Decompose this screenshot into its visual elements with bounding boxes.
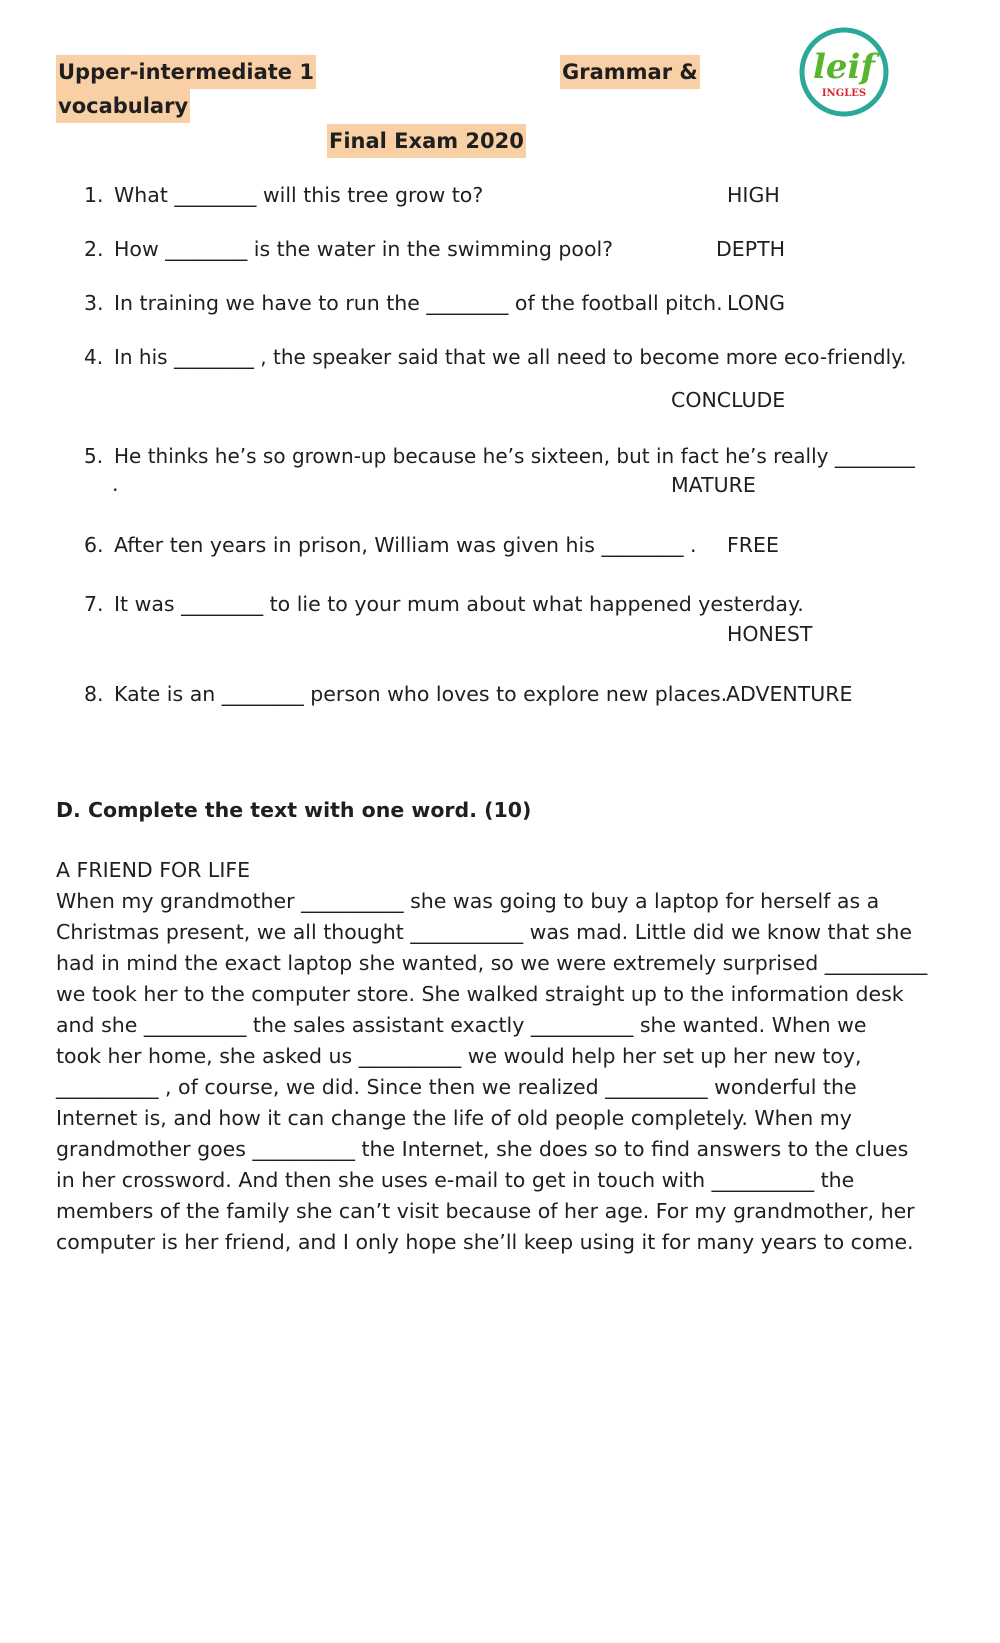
question-5: 5. He thinks he’s so grown-up because he’s sixteen, but in fact he’s really ________	[84, 444, 915, 468]
story-line: Internet is, and how it can change the life of old people completely. When my	[56, 1106, 852, 1130]
story-line: in her crossword. And then she uses e-mail to get in touch with __________ the	[56, 1168, 855, 1192]
story-line: and she __________ the sales assistant exactly __________ she wanted. When we	[56, 1013, 867, 1037]
question-4-word: CONCLUDE	[671, 388, 786, 412]
question-text: In his ________ , the speaker said that we all need to become more eco-friendly.	[114, 345, 907, 369]
question-text: How ________ is the water in the swimming pool?	[114, 237, 614, 261]
section-title-part2: vocabulary	[56, 89, 190, 123]
story-line: Christmas present, we all thought ___________ was mad. Little did we know that she	[56, 920, 912, 944]
story-text	[56, 886, 927, 1258]
question-1: 1. What ________ will this tree grow to?	[84, 183, 484, 207]
question-text: Kate is an ________ person who loves to explore new places.	[114, 682, 728, 706]
section-title-part1: Grammar &	[560, 55, 700, 89]
story-title: A FRIEND FOR LIFE	[56, 858, 251, 882]
question-1-word: HIGH	[727, 183, 780, 207]
question-8: 8. Kate is an ________ person who loves to explore new places.	[84, 682, 728, 706]
logo-icon	[798, 26, 890, 118]
question-6: 6. After ten years in prison, William was given his ________ .	[84, 533, 697, 557]
story-line: had in mind the exact laptop she wanted, so we were extremely surprised __________	[56, 951, 928, 975]
question-text: He thinks he’s so grown-up because he’s sixteen, but in fact he’s really ________	[114, 444, 915, 468]
question-text: It was ________ to lie to your mum about what happened yesterday.	[114, 592, 804, 616]
question-5-word: MATURE	[671, 473, 756, 497]
question-7-word: HONEST	[727, 622, 813, 646]
question-2: 2. How ________ is the water in the swimming pool?	[84, 237, 614, 261]
logo-sub: INGLES	[821, 88, 867, 99]
question-text: In training we have to run the ________ of the football pitch.	[114, 291, 723, 315]
course-level: Upper-intermediate 1	[56, 55, 316, 89]
question-3-word: LONG	[727, 291, 786, 315]
question-4: 4. In his ________ , the speaker said that we all need to become more eco-friendly.	[84, 345, 907, 369]
story-line: took her home, she asked us __________ we would help her set up her new toy,	[56, 1044, 862, 1068]
question-7: 7. It was ________ to lie to your mum about what happened yesterday.	[84, 592, 804, 616]
story-line: __________ , of course, we did. Since then we realized __________ wonderful the	[56, 1075, 857, 1099]
story-line: When my grandmother __________ she was going to buy a laptop for herself as a	[56, 889, 880, 913]
section-d-heading: D. Complete the text with one word. (10)	[56, 798, 532, 822]
question-2-word: DEPTH	[716, 237, 786, 261]
question-3: 3. In training we have to run the ________ of the football pitch.	[84, 291, 723, 315]
story-line: we took her to the computer store. She walked straight up to the information desk	[56, 982, 904, 1006]
page-title: Final Exam 2020	[327, 124, 526, 158]
story-line: computer is her friend, and I only hope she’ll keep using it for many years to come.	[56, 1230, 914, 1254]
story-line: grandmother goes __________ the Internet, she does so to find answers to the clues	[56, 1137, 909, 1161]
question-text: What ________ will this tree grow to?	[114, 183, 484, 207]
question-text: After ten years in prison, William was given his ________ .	[114, 533, 697, 557]
question-6-word: FREE	[727, 533, 779, 557]
logo-brand: leif	[812, 47, 876, 87]
story-line: members of the family she can’t visit because of her age. For my grandmother, her	[56, 1199, 915, 1223]
question-8-word: ADVENTURE	[726, 682, 853, 706]
question-5-end: .	[112, 472, 119, 496]
